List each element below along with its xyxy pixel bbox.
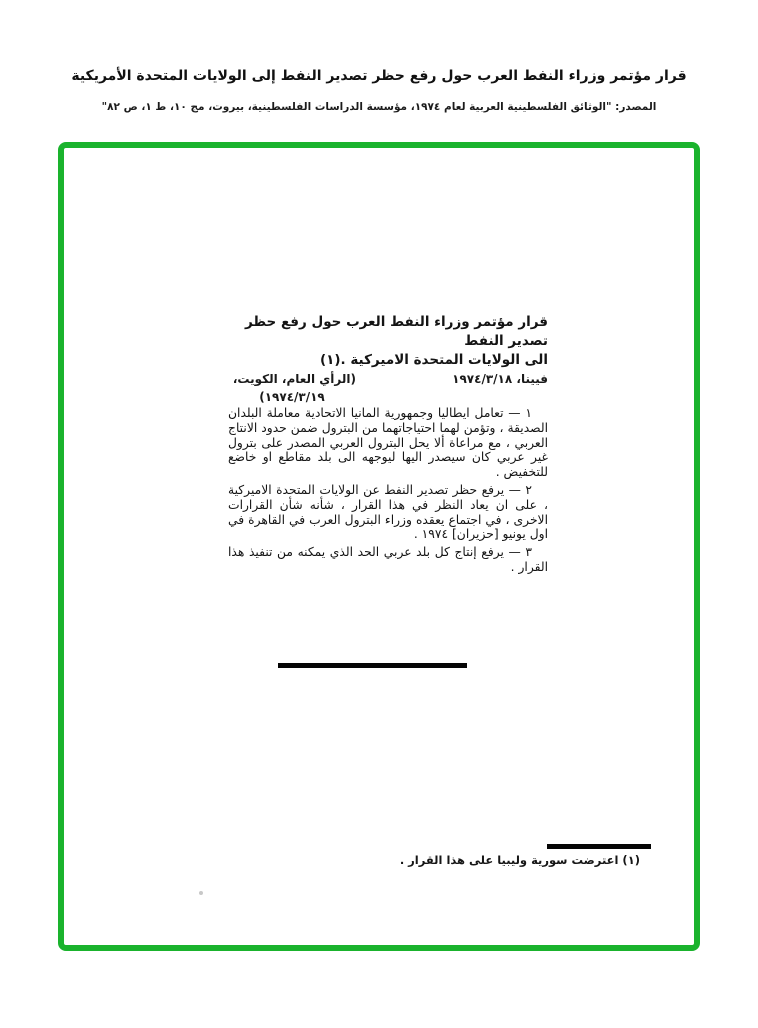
footnote-divider-rule <box>547 844 651 849</box>
dateline-source-line2: ١٩٧٤/٣/١٩) <box>259 390 325 404</box>
footnote-text: (١) اعترضت سورية وليبيا على هذا القرار . <box>399 853 640 867</box>
document-header-title: قرار مؤتمر وزراء النفط العرب حول رفع حظر تصدير النفط إلى الولايات المتحدة الأمريكية <box>71 68 687 84</box>
dateline-row <box>228 370 548 406</box>
paragraph-3: ٣ — يرفع إنتاج كل بلد عربي الحد الذي يمكنه من تنفيذ هذا القرار . <box>228 545 548 574</box>
document-source-citation: المصدر: "الوثائق الفلسطينية العربية لعام ١٩٧٤، مؤسسة الدراسات الفلسطينية، بيروت، مج ١٠، ط ١، ص ٨٢" <box>101 101 657 113</box>
paragraph-2: ٢ — يرفع حظر تصدير النفط عن الولايات المتحدة الاميركية ، على ان يعاد النظر في هذا القرار ، شأنه شأن القرارات الاخرى ، في اجتماع يعقده وزراء البترول العرب في القاهرة في اول يونيو [حزيران] ١٩٧٤ . <box>228 482 548 542</box>
dateline-place-date: فيينا، ١٩٧٤/٣/١٨ <box>452 372 548 386</box>
dateline-newspaper-source <box>228 370 356 406</box>
dateline-source-line1: (الرأي العام، الكويت، <box>232 372 356 386</box>
resolution-title-line1: قرار مؤتمر وزراء النفط العرب حول رفع حظر تصدير النفط <box>244 314 548 349</box>
resolution-body <box>228 406 548 578</box>
resolution-title-line2: الى الولايات المتحدة الاميركية .(١) <box>319 352 548 368</box>
scan-artifact-speck <box>199 891 203 895</box>
resolution-title <box>228 313 548 370</box>
paragraph-1: ١ — تعامل ايطاليا وجمهورية المانيا الاتحادية معاملة البلدان الصديقة ، وتؤمن لهما احتياجاتهما من البترول ضمن حدود الانتاج العربي ، مع مراعاة ألا يحل البترول العربي المصدر على بترول غير عربي كان سيصدر اليها ليوجهه الى بلد مقاطع او خاضع للتخفيض . <box>228 406 548 480</box>
section-divider-rule <box>278 663 467 668</box>
